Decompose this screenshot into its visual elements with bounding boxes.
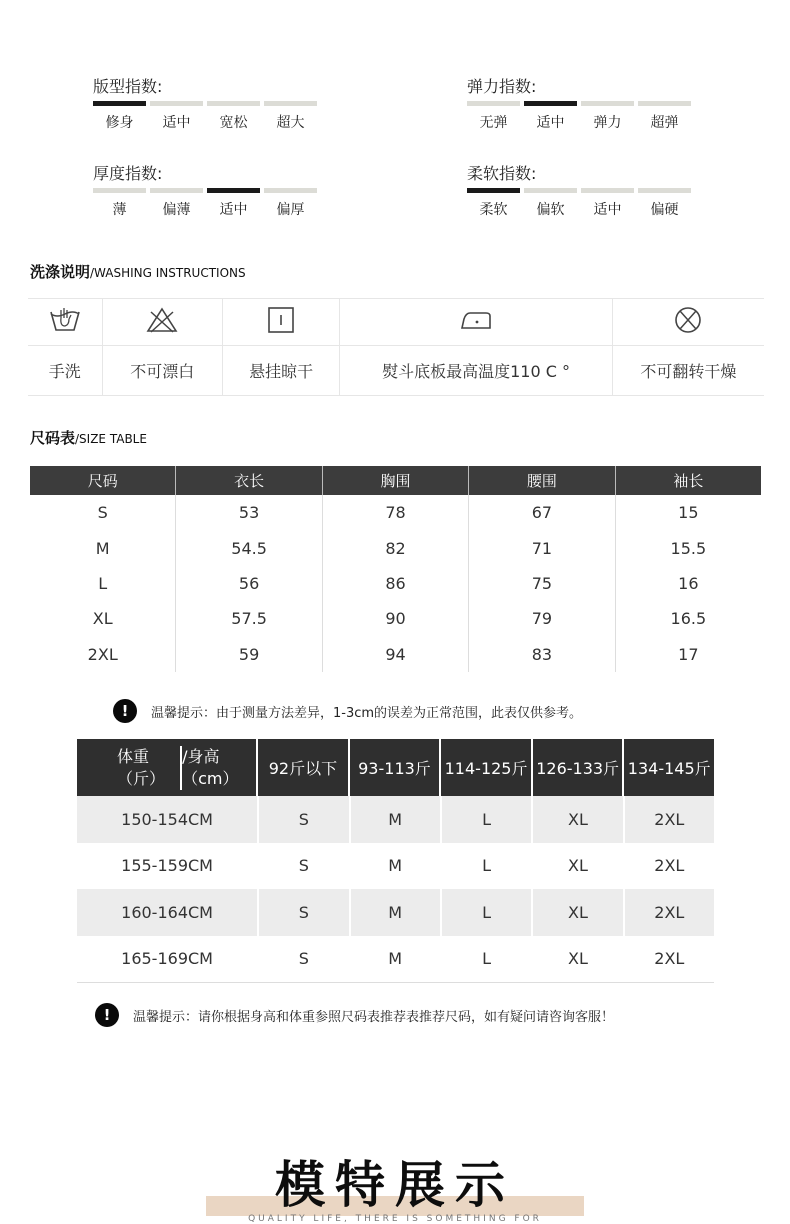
thickness-option: 偏薄 (150, 188, 203, 219)
measurement-note (113, 699, 582, 723)
softness-option: 适中 (581, 188, 634, 219)
thickness-index-title: 厚度指数: (93, 164, 163, 183)
wash-item-hand-wash: 手洗 (28, 299, 103, 395)
softness-option: 偏软 (524, 188, 577, 219)
exclamation-icon: ! (113, 699, 137, 723)
thickness-option: 偏厚 (264, 188, 317, 219)
elastic-option: 无弹 (467, 101, 520, 132)
fit-option: 宽松 (207, 101, 260, 132)
size-table-title: 尺码表/SIZE TABLE (30, 429, 147, 447)
fit-option: 适中 (150, 101, 203, 132)
thickness-option: 适中 (207, 188, 260, 219)
wash-item-iron: 熨斗底板最高温度110 C ° (340, 299, 613, 395)
size-table-header: 尺码 衣长 胸围 腰围 袖长 (30, 466, 761, 495)
size-advice-note (95, 1003, 614, 1027)
thickness-option: 薄 (93, 188, 146, 219)
size-advice-note-text: 温馨提示：请你根据身高和体重参照尺码表推荐表推荐尺码，如有疑问请咨询客服！ (133, 1009, 615, 1025)
table-row: 165-169CM S M L XL 2XL (77, 936, 714, 984)
wash-item-hang-dry: 悬挂晾干 (223, 299, 340, 395)
softness-index-title: 柔软指数: (467, 164, 537, 183)
reco-table-header: 体重（斤） /身高（cm） 92斤以下 93-113斤 114-125斤 126-133斤 134-145斤 (77, 739, 714, 796)
hand-wash-icon (48, 306, 82, 338)
elastic-index-scale (467, 101, 691, 132)
table-row: XL 57.5 90 79 16.5 (30, 601, 761, 636)
weight-height-header: 体重（斤） /身高（cm） (77, 739, 258, 796)
softness-option: 偏硬 (638, 188, 691, 219)
fit-index-title: 版型指数: (93, 77, 163, 96)
elastic-index-title: 弹力指数: (467, 77, 537, 96)
no-tumble-dry-icon (672, 305, 704, 339)
banner-subtitle: QUALITY LIFE, THERE IS SOMETHING FOR (248, 1214, 542, 1224)
washing-section-title: 洗涤说明/WASHING INSTRUCTIONS (30, 263, 246, 281)
model-showcase-title: 模特展示 (275, 1156, 515, 1214)
table-row: S 53 78 67 15 (30, 495, 761, 530)
wash-item-no-bleach: 不可漂白 (103, 299, 223, 395)
hang-dry-icon (266, 306, 296, 338)
fit-option: 超大 (264, 101, 317, 132)
fit-option: 修身 (93, 101, 146, 132)
thickness-index-scale (93, 188, 317, 219)
table-row: 155-159CM S M L XL 2XL (77, 843, 714, 890)
table-row: 2XL 59 94 83 17 (30, 637, 761, 672)
size-table (30, 466, 761, 672)
softness-option: 柔软 (467, 188, 520, 219)
exclamation-icon: ! (95, 1003, 119, 1027)
iron-icon (456, 306, 496, 338)
softness-index-scale (467, 188, 691, 219)
elastic-option: 弹力 (581, 101, 634, 132)
washing-instructions (28, 298, 764, 396)
elastic-option: 适中 (524, 101, 577, 132)
table-row: M 54.5 82 71 15.5 (30, 530, 761, 565)
table-row: L 56 86 75 16 (30, 566, 761, 601)
elastic-option: 超弹 (638, 101, 691, 132)
fit-index-scale (93, 101, 317, 132)
size-recommendation-table (77, 739, 714, 983)
measurement-note-text: 温馨提示：由于测量方法差异，1-3cm的误差为正常范围，此表仅供参考。 (151, 705, 583, 721)
no-bleach-icon (145, 306, 179, 338)
table-row: 150-154CM S M L XL 2XL (77, 796, 714, 843)
table-row: 160-164CM S M L XL 2XL (77, 889, 714, 936)
wash-item-no-tumble-dry: 不可翻转干燥 (613, 299, 764, 395)
